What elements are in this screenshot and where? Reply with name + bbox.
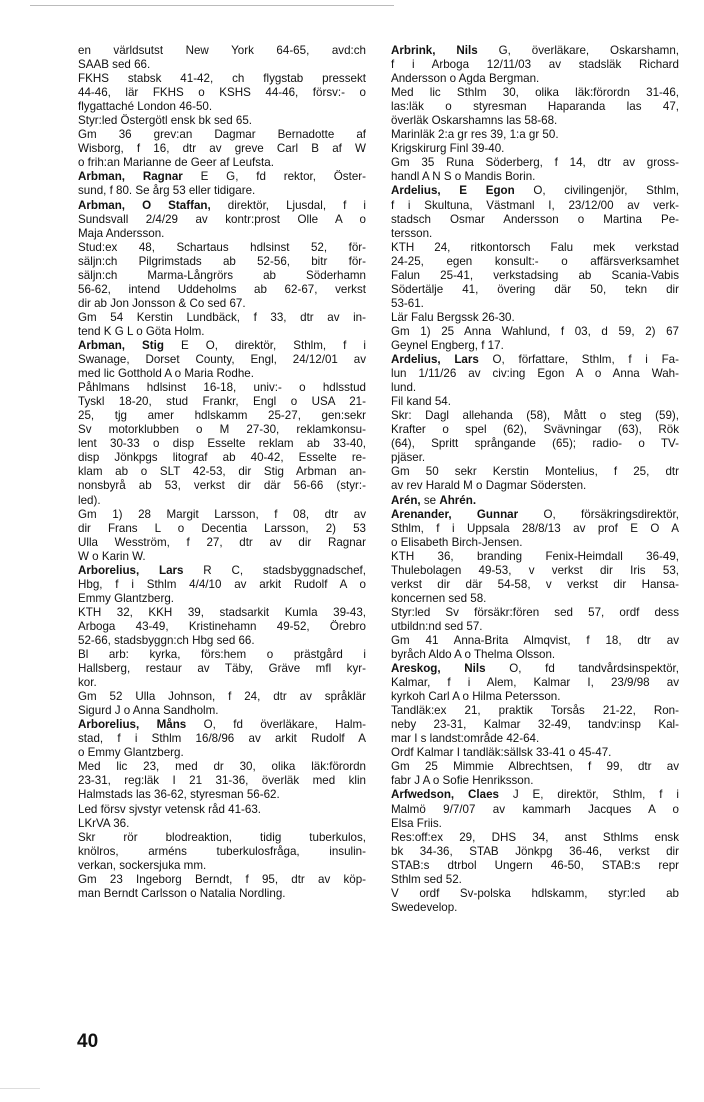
- entry-text: Gm 1) 25 Anna Wahlund, f 03, d 59, 2) 67: [391, 324, 679, 338]
- entry-text: E O, direktör, Sthlm, f i: [163, 338, 366, 352]
- entry-text: överläk Oskarshamns las 58-68.: [391, 114, 558, 128]
- entry-text: tend K G L o Göta Holm.: [78, 324, 205, 338]
- entry-text: Sundsvall 2/4/29 av kontr:prost Olle A o: [78, 212, 366, 226]
- entry-text: med lic Gotthold A o Maria Rodhe.: [78, 367, 254, 381]
- entry-text: o Emmy Glantzberg.: [78, 746, 184, 760]
- text-line: [78, 255, 366, 269]
- text-line: [78, 676, 366, 690]
- entry-name: Arbman, Stig: [78, 338, 164, 352]
- text-line: [391, 746, 679, 760]
- entry-text: Falun 25-41, verkstadsing ab Scania-Vabis: [391, 268, 679, 282]
- entry: [391, 44, 679, 184]
- text-line: [78, 339, 366, 353]
- top-edge-line: [30, 5, 394, 6]
- text-line: [78, 718, 366, 732]
- text-line: [391, 184, 679, 198]
- entry-name: Arbman, O Staffan,: [78, 198, 211, 212]
- entry-text: dir ab Jon Jonsson & Co sed 67.: [78, 296, 246, 310]
- entry: [78, 199, 366, 339]
- text-line: [78, 72, 366, 86]
- text-line: [78, 184, 366, 198]
- text-line: [391, 774, 679, 788]
- text-line: [391, 662, 679, 676]
- entry-text: V ordf Sv-polska hdlskamm, styr:led ab: [391, 886, 679, 900]
- text-line: [78, 269, 366, 283]
- text-line: [78, 437, 366, 451]
- entry-text: direktör, Ljusdal, f i: [210, 198, 366, 212]
- entry-text: lund.: [391, 381, 417, 395]
- entry-text: handl A N S o Mandis Borin.: [391, 170, 536, 184]
- entry-text: Skr rör blodreaktion, tidig tuberkulos,: [78, 830, 366, 844]
- text-line: [78, 325, 366, 339]
- text-line: [391, 72, 679, 86]
- text-line: [78, 634, 366, 648]
- entry-text: Kalmar, f i Alem, Kalmar I, 23/9/98 av: [391, 676, 679, 690]
- text-line: [78, 606, 366, 620]
- entry-text: STAB:s dtrbol Ungern 46-50, STAB:s repr: [391, 858, 679, 872]
- entry-text: Krigskirurg Finl 39-40.: [391, 142, 505, 156]
- text-line: [78, 423, 366, 437]
- entry: [391, 662, 679, 788]
- text-line: [391, 353, 679, 367]
- entry: [78, 44, 366, 170]
- text-line: [78, 578, 366, 592]
- entry-text: Gm 23 Ingeborg Berndt, f 95, dtr av köp-: [78, 872, 366, 886]
- entry-text: knölros, arméns tuberkulosfråga, insulin-: [78, 844, 366, 858]
- text-line: [78, 592, 366, 606]
- text-line: [391, 536, 679, 550]
- text-line: [391, 465, 679, 479]
- text-line: [391, 283, 679, 297]
- entry-text: Swedevelop.: [391, 900, 458, 914]
- entry-text: Marinläk 2:a gr res 39, 1:a gr 50.: [391, 128, 559, 142]
- text-line: [78, 873, 366, 887]
- entry-text: Geynel Engberg, f 17.: [391, 338, 504, 352]
- entry-text: disp Jönkpgs litograf ab 40-42, Esselte re-: [78, 451, 366, 465]
- entry-text: verkan, sockersjuka mm.: [78, 858, 207, 872]
- entry-text: lent 30-33 o disp Esselte reklam ab 33-40,: [78, 437, 366, 451]
- entry-text: av rev Harald M o Dagmar Södersten.: [391, 479, 587, 493]
- entry-text: Led försv sjvstyr vetensk råd 41-63.: [78, 802, 262, 816]
- entry-text: säljn:ch Pilgrimstads ab 52-56, bitr för-: [78, 254, 366, 268]
- entry: [78, 564, 366, 719]
- text-line: [78, 199, 366, 213]
- text-line: [78, 241, 366, 255]
- entry-text: dir Frans L o Decentia Larsson, 2) 53: [78, 521, 366, 535]
- entry-text: flygattaché London 46-50.: [78, 100, 213, 114]
- entry-name: Arbman, Ragnar: [78, 170, 183, 184]
- entry-text: Tyskl 18-20, stud Frankr, Engl o USA 21-: [78, 395, 366, 409]
- text-line: [391, 44, 679, 58]
- entry-text: Södertälje 41, övering där 50, tekn dir: [391, 282, 679, 296]
- text-line: [78, 381, 366, 395]
- entry-text: Ulla Wesström, f 27, dtr av dir Ragnar: [78, 535, 366, 549]
- entry-text: bk 34-36, STAB Jönkpg 36-46, verkst dir: [391, 844, 679, 858]
- text-line: [78, 170, 366, 184]
- text-line: [78, 760, 366, 774]
- text-line: [78, 86, 366, 100]
- entry-text: Styr:led Östergötl ensk bk sed 65.: [78, 114, 252, 128]
- text-line: [391, 114, 679, 128]
- text-line: [78, 353, 366, 367]
- text-line: [78, 803, 366, 817]
- entry-name: Arfwedson, Claes: [391, 788, 499, 802]
- entry-text: led).: [78, 493, 101, 507]
- entry-text: Påhlmans hdlsinst 16-18, univ:- o hdlsstud: [78, 381, 366, 395]
- text-line: [78, 620, 366, 634]
- entry-text: KTH 32, KKH 39, stadsarkit Kumla 39-43,: [78, 605, 366, 619]
- entry-text: (64), Spritt språngande (65); radio- o TV-: [391, 437, 679, 451]
- text-line: [391, 213, 679, 227]
- text-line: [78, 732, 366, 746]
- entry: [391, 353, 679, 493]
- scan-edge-mark: [0, 1088, 40, 1089]
- text-line: [391, 100, 679, 114]
- entry-name: Arbrink, Nils: [391, 44, 478, 57]
- entry-text: O, civilingenjör, Sthlm,: [514, 184, 679, 198]
- text-line: [391, 760, 679, 774]
- entry-text: 25, tjg amer hdlskamm 25-27, gen:sekr: [78, 409, 366, 423]
- entry-text: 56-62, intend Uddeholms ab 62-67, verkst: [78, 282, 366, 296]
- text-line: [78, 550, 366, 564]
- cross-reference-name: Ahrén.: [439, 493, 477, 507]
- text-line: [391, 437, 679, 451]
- entry: [391, 494, 679, 508]
- entry-text: LKrVA 36.: [78, 816, 130, 830]
- entry: [78, 718, 366, 901]
- entry-text: Gm 41 Anna-Brita Almqvist, f 18, dtr av: [391, 633, 679, 647]
- text-line: [391, 508, 679, 522]
- entry-text: Skr: Dagl allehanda (58), Mått o steg (59),: [391, 409, 679, 423]
- entry-text: verkst dir där 54-58, v verkst dir Hansa-: [391, 577, 679, 591]
- entry-text: tersson.: [391, 226, 433, 240]
- entry-text: Med lic Sthlm 30, olika läk:förordn 31-46,: [391, 86, 679, 100]
- entry-text: en världsutst New York 64-65, avd:ch: [78, 44, 366, 57]
- entry-text: o frih:an Marianne de Geer af Leufsta.: [78, 156, 274, 170]
- entry-text: Gm 50 sekr Kerstin Montelius, f 25, dtr: [391, 465, 679, 479]
- text-line: [78, 114, 366, 128]
- text-line: [391, 86, 679, 100]
- text-line: [78, 662, 366, 676]
- entry-text: f i Skultuna, Västmanl I, 23/12/00 av verk-: [391, 198, 679, 212]
- entry-text: 53-61.: [391, 296, 424, 310]
- entry-text: byråch Aldo A o Thelma Olsson.: [391, 648, 556, 662]
- text-line: [391, 381, 679, 395]
- text-line: [391, 887, 679, 901]
- text-line: [78, 831, 366, 845]
- text-line: [391, 227, 679, 241]
- text-line: [391, 142, 679, 156]
- text-line: [391, 395, 679, 409]
- text-line: [78, 887, 366, 901]
- text-line: [78, 367, 366, 381]
- text-line: [78, 44, 366, 58]
- text-line: [391, 550, 679, 564]
- entry-text: 23-31, reg:läk I 21 31-36, överläk med klin: [78, 774, 366, 788]
- entry-text: E G, fd rektor, Öster-: [182, 170, 366, 184]
- text-line: [78, 536, 366, 550]
- text-line: [391, 606, 679, 620]
- entry-text: 44-46, lär FKHS o KSHS 44-46, försv:- o: [78, 86, 366, 100]
- text-line: [78, 311, 366, 325]
- entry-text: O, fd tandvårdsinspektör,: [485, 662, 679, 676]
- entry-text: G, överläkare, Oskarshamn,: [477, 44, 679, 57]
- entry-text: Gm 54 Kerstin Lundbäck, f 33, dtr av in-: [78, 310, 366, 324]
- text-line: [391, 901, 679, 915]
- text-line: [78, 817, 366, 831]
- text-line: [391, 690, 679, 704]
- text-line: [391, 676, 679, 690]
- entry-text: Arboga 43-49, Kristinehamn 49-52, Örebro: [78, 619, 366, 633]
- text-line: [391, 634, 679, 648]
- entry-text: 24-25, egen konsult:- o affärsverksamhet: [391, 254, 679, 268]
- entry-text: Sthlm, f i Uppsala 28/8/13 av prof E O A: [391, 521, 679, 535]
- entry-text: Bl arb: kyrka, förs:hem o prästgård i: [78, 648, 366, 662]
- entry-text: säljn:ch Marma-Långrörs ab Söderhamn: [78, 268, 366, 282]
- text-line: [391, 845, 679, 859]
- entry-text: O, fd överläkare, Halm-: [186, 718, 366, 732]
- text-line: [391, 803, 679, 817]
- text-line: [78, 58, 366, 72]
- text-line: [391, 199, 679, 213]
- text-line: [391, 367, 679, 381]
- text-line: [391, 859, 679, 873]
- entry-text: f i Arboga 12/11/03 av stadsläk Richard: [391, 58, 679, 72]
- entry-name: Ardelius, E Egon: [391, 184, 515, 198]
- entry-text: Tandläk:ex 21, praktik Torsås 21-22, Ron-: [391, 704, 679, 718]
- text-line: [391, 297, 679, 311]
- entry-text: O, författare, Sthlm, f i Fa-: [478, 353, 679, 367]
- text-line: [78, 788, 366, 802]
- right-column: [391, 44, 679, 915]
- text-line: [78, 297, 366, 311]
- text-line: [391, 704, 679, 718]
- left-column: [78, 44, 366, 901]
- entry-text: KTH 36, branding Fenix-Heimdall 36-49,: [391, 549, 679, 563]
- text-line: [391, 423, 679, 437]
- entry-text: O, försäkringsdirektör,: [518, 507, 679, 521]
- text-line: [78, 227, 366, 241]
- entry: [391, 788, 679, 914]
- entry-text: Sv motorklubben o M 27-30, reklamkonsu-: [78, 423, 366, 437]
- text-line: [78, 100, 366, 114]
- entry-text: Swanage, Dorset County, Engl, 24/12/01 av: [78, 353, 366, 367]
- entry-text: R C, stadsbyggnadschef,: [183, 563, 366, 577]
- text-line: [391, 648, 679, 662]
- page-number: 40: [77, 1031, 99, 1052]
- text-line: [391, 241, 679, 255]
- entry-text: klam ab o SLT 42-53, dir Stig Arbman an-: [78, 465, 366, 479]
- text-line: [78, 409, 366, 423]
- entry-text: FKHS stabsk 41-42, ch flygstab pressekt: [78, 72, 366, 86]
- text-line: [78, 213, 366, 227]
- entry-name: Arén,: [391, 493, 421, 507]
- entry-text: Wisborg, f 16, dtr av greve Carl B af W: [78, 142, 366, 156]
- text-line: [391, 269, 679, 283]
- text-line: [78, 494, 366, 508]
- entry-text: Hbg, f i Sthlm 4/4/10 av arkit Rudolf A o: [78, 577, 366, 591]
- entry-text: 52-66, stadsbyggn:ch Hbg sed 66.: [78, 633, 255, 647]
- text-line: [391, 522, 679, 536]
- entry-text: Gm 52 Ulla Johnson, f 24, dtr av språklär: [78, 690, 366, 704]
- text-line: [391, 817, 679, 831]
- entry-text: mar I s landst:område 42-64.: [391, 732, 540, 746]
- entry-text: Maja Andersson.: [78, 226, 165, 240]
- entry-text: stadsch Osmar Andersson o Martina Pe-: [391, 212, 679, 226]
- entry-text: pjäser.: [391, 451, 426, 465]
- text-line: [78, 522, 366, 536]
- entry-text: stad, f i Sthlm 16/8/96 av arkit Rudolf A: [78, 732, 366, 746]
- entry-text: kor.: [78, 676, 97, 690]
- entry-name: Arborelius, Måns: [78, 718, 187, 732]
- text-line: [391, 156, 679, 170]
- text-line: [78, 395, 366, 409]
- text-line: [78, 128, 366, 142]
- text-line: [78, 690, 366, 704]
- entry-text: Hallsberg, restaur av Täby, Gräve mfl kyr-: [78, 662, 366, 676]
- text-line: [391, 494, 679, 508]
- entry-text: Halmstads las 36-62, styresman 56-62.: [78, 788, 280, 802]
- entry-text: Stud:ex 48, Schartaus hdlsinst 52, för-: [78, 240, 366, 254]
- text-line: [391, 311, 679, 325]
- entry-text: Sigurd J o Anna Sandholm.: [78, 704, 219, 718]
- entry-text: utbildn:nd sed 57.: [391, 619, 483, 633]
- entry-text: koncernen sed 58.: [391, 591, 487, 605]
- entry-text: Med lic 23, med dr 30, olika läk:förordn: [78, 760, 366, 774]
- text-line: [391, 873, 679, 887]
- entry-text: Thulebolagen 49-53, v verkst dir Iris 53,: [391, 563, 679, 577]
- entry: [78, 339, 366, 564]
- entry-text: Malmö 9/7/07 av kammarh Jacques A o: [391, 802, 679, 816]
- text-line: [391, 255, 679, 269]
- text-line: [78, 508, 366, 522]
- entry-text: Sthlm sed 52.: [391, 872, 462, 886]
- text-line: [78, 648, 366, 662]
- text-line: [391, 578, 679, 592]
- entry-text: Fil kand 54.: [391, 395, 451, 409]
- entry-text: SAAB sed 66.: [78, 58, 151, 72]
- entry-name: Arenander, Gunnar: [391, 507, 519, 521]
- entry-text: neby 23-31, Kalmar 32-49, tandv:insp Kal-: [391, 718, 679, 732]
- entry-text: Elsa Friis.: [391, 816, 442, 830]
- entry-text: Gm 36 grev:an Dagmar Bernadotte af: [78, 128, 366, 142]
- entry-text: Res:off:ex 29, DHS 34, anst Sthlms ensk: [391, 830, 679, 844]
- entry-text: Ordf Kalmar I tandläk:sällsk 33-41 o 45-47.: [391, 746, 612, 760]
- entry-text: fabr J A o Sofie Henriksson.: [391, 774, 534, 788]
- entry-text: Gm 1) 28 Margit Larsson, f 08, dtr av: [78, 507, 366, 521]
- entry-text: lun 1/11/26 av civ:ing Egon A o Anna Wah-: [391, 367, 679, 381]
- text-line: [78, 283, 366, 297]
- entry-text: las:läk o styresman Haparanda las 47,: [391, 100, 679, 114]
- entry: [391, 184, 679, 353]
- text-line: [391, 325, 679, 339]
- text-line: [78, 564, 366, 578]
- text-line: [391, 170, 679, 184]
- entry-name: Arborelius, Lars: [78, 563, 184, 577]
- entry-name: Ardelius, Lars: [391, 353, 479, 367]
- text-line: [78, 774, 366, 788]
- entry-text: sund, f 80. Se årg 53 eller tidigare.: [78, 184, 256, 198]
- text-line: [391, 339, 679, 353]
- text-line: [391, 788, 679, 802]
- text-line: [78, 845, 366, 859]
- entry-text: kyrkoh Carl A o Hilma Petersson.: [391, 690, 561, 704]
- entry: [391, 508, 679, 663]
- entry-text: W o Karin W.: [78, 549, 146, 563]
- text-line: [78, 142, 366, 156]
- text-line: [391, 564, 679, 578]
- entry-text: KTH 24, ritkontorsch Falu mek verkstad: [391, 240, 679, 254]
- text-line: [391, 592, 679, 606]
- entry: [78, 170, 366, 198]
- entry-name: Areskog, Nils: [391, 662, 486, 676]
- entry-text: Andersson o Agda Bergman.: [391, 72, 540, 86]
- text-line: [391, 128, 679, 142]
- entry-text: Styr:led Sv försäkr:fören sed 57, ordf dess: [391, 605, 679, 619]
- text-line: [78, 156, 366, 170]
- text-line: [391, 620, 679, 634]
- text-line: [78, 451, 366, 465]
- text-line: [78, 859, 366, 873]
- text-line: [391, 718, 679, 732]
- text-line: [391, 409, 679, 423]
- text-line: [391, 479, 679, 493]
- text-line: [78, 479, 366, 493]
- entry-text: man Berndt Carlsson o Natalia Nordling.: [78, 886, 286, 900]
- text-line: [391, 732, 679, 746]
- entry-text: o Elisabeth Birch-Jensen.: [391, 535, 523, 549]
- text-line: [391, 58, 679, 72]
- entry-text: Emmy Glantzberg.: [78, 591, 174, 605]
- entry-text: Gm 35 Runa Söderberg, f 14, dtr av gross-: [391, 156, 679, 170]
- entry-text: Lär Falu Bergssk 26-30.: [391, 310, 515, 324]
- entry-text: Gm 25 Mimmie Albrechtsen, f 99, dtr av: [391, 760, 679, 774]
- entry-text: J E, direktör, Sthlm, f i: [498, 788, 679, 802]
- entry-text: nonsbyrå ab 53, verkst dir där 56-66 (styr:-: [78, 479, 366, 493]
- text-line: [78, 746, 366, 760]
- text-line: [78, 704, 366, 718]
- entry-text: se: [420, 493, 440, 507]
- text-line: [78, 465, 366, 479]
- entry-text: Krafter o spel (62), Svävningar (63), Rök: [391, 423, 679, 437]
- text-line: [391, 831, 679, 845]
- text-line: [391, 451, 679, 465]
